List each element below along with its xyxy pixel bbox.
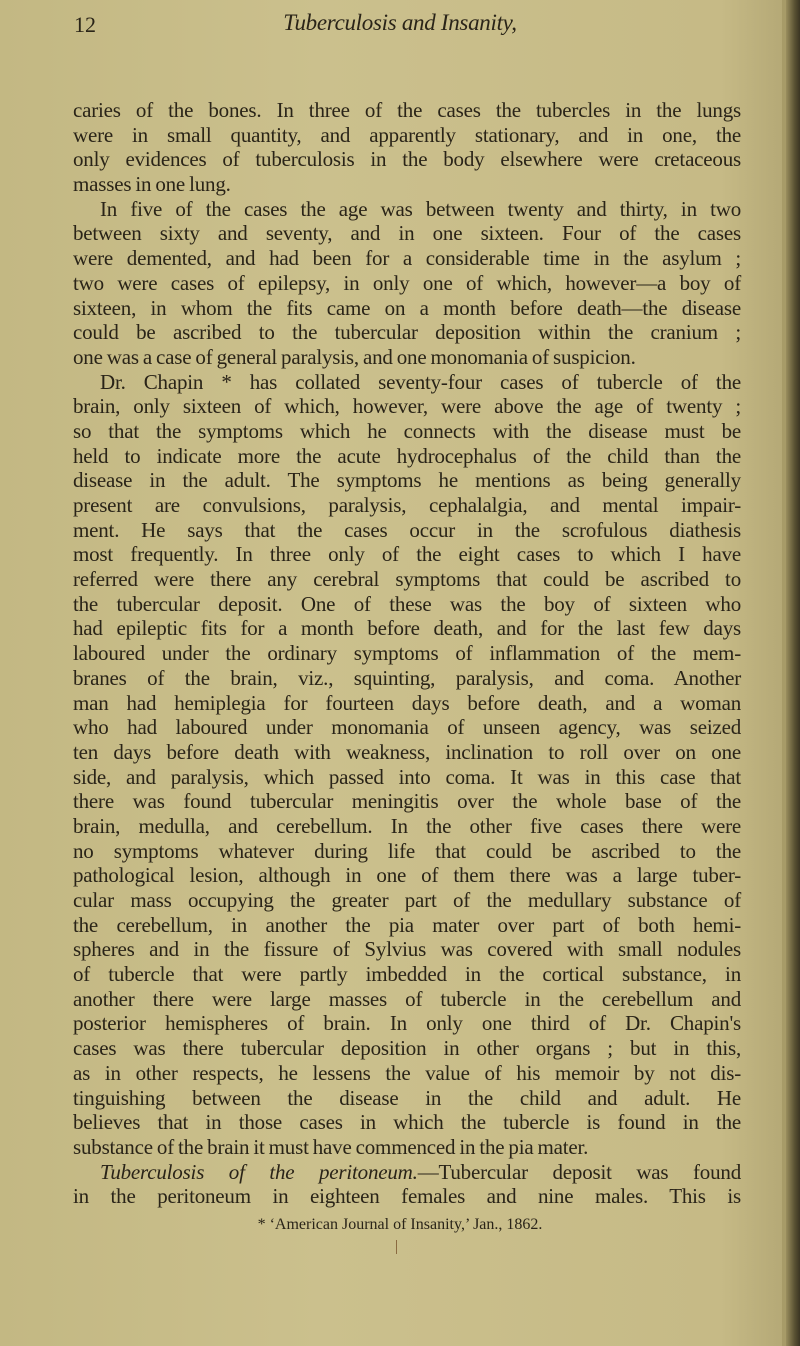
body-line: between sixty and seventy, and in one sixteen. Four of the cases xyxy=(73,221,741,246)
body-line: one was a case of general paralysis, and one monomania of suspicion. xyxy=(73,344,636,369)
body-line: man had hemiplegia for fourteen days before death, and a woman xyxy=(73,690,741,715)
body-line: most frequently. In three only of the eight cases to which I have xyxy=(73,542,741,567)
body-line: ten days before death with weakness, inclination to roll over on one xyxy=(73,739,741,764)
body-line: masses in one lung. xyxy=(73,172,231,197)
body-line: of tubercle that were partly imbedded in the cortical substance, in xyxy=(73,962,741,987)
body-line: could be ascribed to the tubercular deposition within the cranium ; xyxy=(73,320,741,345)
body-line: present are convulsions, paralysis, cephalalgia, and mental impair- xyxy=(73,493,741,517)
body-line: laboured under the ordinary symptoms of inflammation of the mem- xyxy=(73,641,741,666)
body-line: Dr. Chapin * has collated seventy-four cases of tubercle of the xyxy=(100,369,741,394)
body-line: brain, medulla, and cerebellum. In the other five cases there were xyxy=(73,813,741,838)
body-line: in the peritoneum in eighteen females and nine males. This is xyxy=(73,1184,741,1209)
body-line: posterior hemispheres of brain. In only one third of Dr. Chapin's xyxy=(73,1011,741,1036)
body-line: had epileptic fits for a month before death, and for the last few days xyxy=(73,616,741,641)
body-line: there was found tubercular meningitis over the whole base of the xyxy=(73,789,741,814)
body-line: sixteen, in whom the fits came on a month before death—the disease xyxy=(73,295,741,320)
body-line: cases was there tubercular deposition in other organs ; but in this, xyxy=(73,1036,741,1061)
body-line: the cerebellum, in another the pia mater over part of both hemi- xyxy=(73,912,741,937)
body-line: brain, only sixteen of which, however, were above the age of twenty ; xyxy=(73,394,741,419)
body-line: who had laboured under monomania of unseen agency, was seized xyxy=(73,715,741,740)
body-line: as in other respects, he lessens the value of his memoir by not dis- xyxy=(73,1060,741,1085)
body-line: pathological lesion, although in one of them there was a large tuber- xyxy=(73,863,741,888)
section-heading: Tuberculosis of the peritoneum. xyxy=(100,1159,418,1184)
body-line: were in small quantity, and apparently stationary, and in one, the xyxy=(73,122,741,147)
body-line: ment. He says that the cases occur in the scrofulous diathesis xyxy=(73,517,741,542)
body-line: believes that in those cases in which the tubercle is found in the xyxy=(73,1110,741,1135)
body-line: so that the symptoms which he connects with the disease must be xyxy=(73,418,741,443)
body-line: tinguishing between the disease in the child and adult. He xyxy=(73,1085,741,1110)
body-line: were demented, and had been for a considerable time in the asylum ; xyxy=(73,246,741,271)
body-line: two were cases of epilepsy, in only one of which, however—a boy of xyxy=(73,270,741,295)
page-number: 12 xyxy=(74,12,96,37)
body-line: no symptoms whatever during life that could be ascribed to the xyxy=(73,838,741,863)
page-edge xyxy=(782,0,786,1346)
book-binding-edge xyxy=(786,0,800,1346)
body-text xyxy=(73,98,741,1209)
body-line: In five of the cases the age was between twenty and thirty, in two xyxy=(100,196,741,221)
section-text: —Tubercular deposit was found xyxy=(417,1159,741,1184)
body-line: side, and paralysis, which passed into coma. It was in this case that xyxy=(73,764,741,789)
body-line: cular mass occupying the greater part of the medullary substance of xyxy=(73,888,741,912)
body-line: caries of the bones. In three of the cases the tubercles in the lungs xyxy=(73,98,741,122)
body-line: branes of the brain, viz., squinting, paralysis, and coma. Another xyxy=(73,665,741,690)
footnote: * ‘American Journal of Insanity,’ Jan., 1862. xyxy=(257,1216,543,1233)
print-mark xyxy=(396,1240,397,1254)
body-line: held to indicate more the acute hydrocephalus of the child than the xyxy=(73,443,741,468)
running-title: Tuberculosis and Insanity, xyxy=(283,10,517,35)
body-line: another there were large masses of tubercle in the cerebellum and xyxy=(73,986,741,1011)
section-first-line xyxy=(73,1160,741,1185)
body-line: spheres and in the fissure of Sylvius was covered with small nodules xyxy=(73,937,741,962)
body-line: the tubercular deposit. One of these was the boy of sixteen who xyxy=(73,591,741,616)
body-line: disease in the adult. The symptoms he mentions as being generally xyxy=(73,468,741,493)
body-line: referred were there any cerebral symptoms that could be ascribed to xyxy=(73,567,741,592)
body-line: only evidences of tuberculosis in the body elsewhere were cretaceous xyxy=(73,147,741,172)
body-line: substance of the brain it must have commenced in the pia mater. xyxy=(73,1134,589,1159)
